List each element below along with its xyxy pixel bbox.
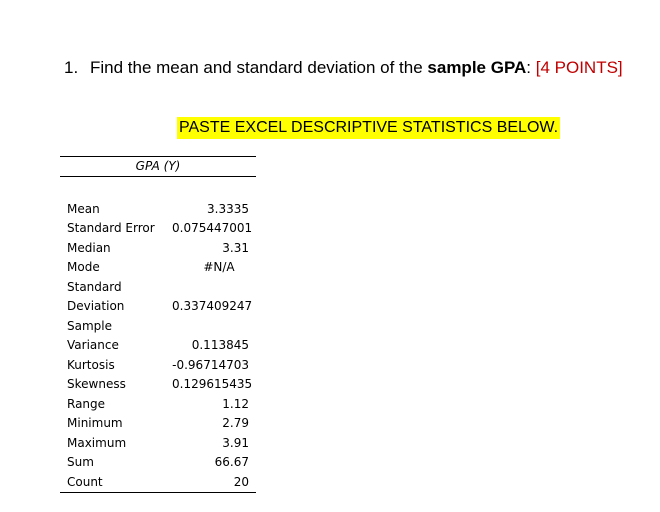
stat-value: 0.113845 xyxy=(191,338,249,352)
stat-label: Kurtosis xyxy=(67,357,115,372)
stat-value: -0.96714703 xyxy=(172,357,249,372)
stat-row-maximum xyxy=(60,433,256,453)
stat-row-sum xyxy=(60,453,256,473)
stat-row-median xyxy=(60,238,256,258)
stat-row-mode xyxy=(60,258,256,278)
question-text xyxy=(64,58,623,78)
stat-label: Sum xyxy=(67,455,94,470)
stat-label-line1: Standard xyxy=(67,280,122,294)
table-spacer xyxy=(60,177,256,199)
stat-value: 3.3335 xyxy=(207,201,249,216)
question-text-after: : xyxy=(526,58,536,77)
question-text-before: Find the mean and standard deviation of the xyxy=(90,58,428,77)
question-points: [4 POINTS] xyxy=(535,58,623,77)
stat-row-minimum xyxy=(60,414,256,434)
stat-label: Mean xyxy=(67,201,100,216)
stat-row-kurtosis xyxy=(60,355,256,375)
stat-value: 0.337409247 xyxy=(172,299,253,313)
table-bottom-rule xyxy=(60,492,256,493)
paste-instruction: PASTE EXCEL DESCRIPTIVE STATISTICS BELOW. xyxy=(177,117,560,139)
stat-row-standard-error xyxy=(60,219,256,239)
stat-row-mean xyxy=(60,199,256,219)
descriptive-stats-table xyxy=(60,156,256,493)
stat-value: #N/A xyxy=(203,260,235,275)
stat-label: Skewness xyxy=(67,377,126,392)
stat-label xyxy=(60,278,172,316)
question-number: 1. xyxy=(64,58,79,77)
stat-value: 2.79 xyxy=(222,416,249,431)
stat-label-line2: Deviation xyxy=(67,299,125,313)
stat-label: Count xyxy=(67,474,103,489)
stat-label: Minimum xyxy=(67,416,123,431)
stat-label: Mode xyxy=(67,260,100,275)
stat-row-skewness xyxy=(60,375,256,395)
stat-value: 0.075447001 xyxy=(172,221,253,236)
question-bold-text: sample GPA xyxy=(427,58,527,77)
stat-label xyxy=(60,317,172,355)
stat-row-standard-deviation xyxy=(60,277,256,316)
stat-value: 1.12 xyxy=(222,396,249,411)
stat-value: 3.91 xyxy=(222,435,249,450)
stat-label-line1: Sample xyxy=(67,319,112,333)
table-header: GPA (Y) xyxy=(135,159,181,173)
stat-row-range xyxy=(60,394,256,414)
stat-row-sample-variance xyxy=(60,316,256,355)
stat-label-line2: Variance xyxy=(67,338,119,352)
stat-row-count xyxy=(60,472,256,492)
stat-value: 20 xyxy=(233,474,249,489)
stat-value: 3.31 xyxy=(222,240,249,255)
stat-label: Maximum xyxy=(67,435,127,450)
stat-label: Range xyxy=(67,396,106,411)
stat-value: 0.129615435 xyxy=(172,377,253,392)
stat-value: 66.67 xyxy=(214,455,249,470)
stat-label: Median xyxy=(67,240,111,255)
stat-label: Standard Error xyxy=(67,221,155,236)
